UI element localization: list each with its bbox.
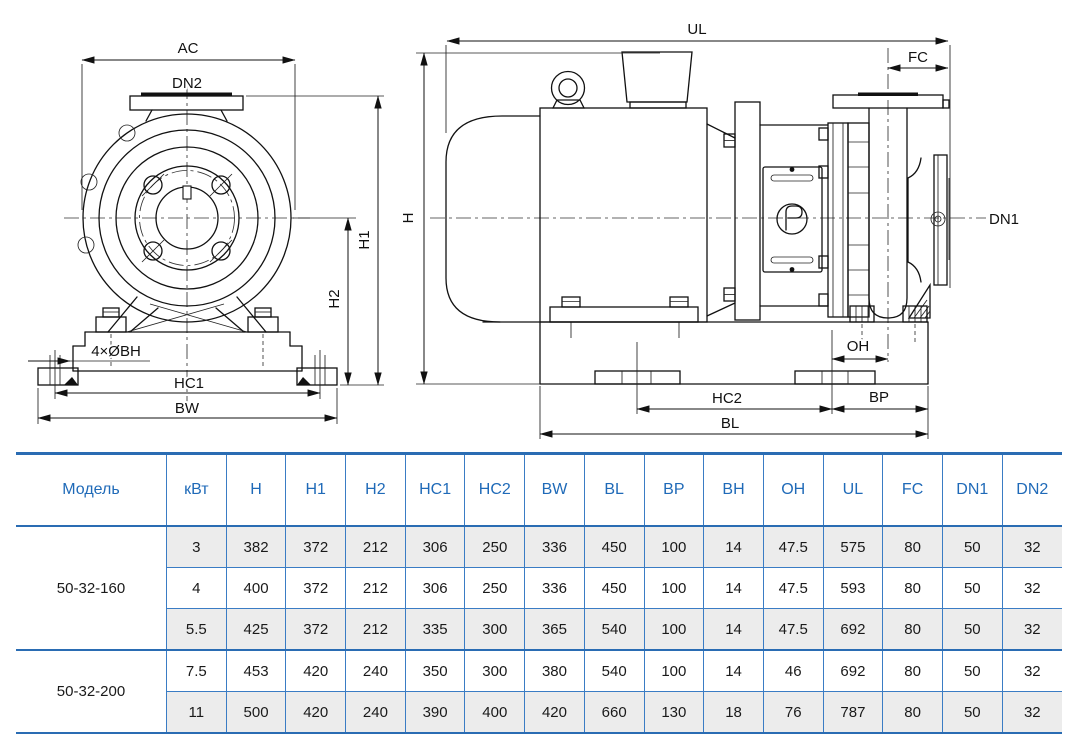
- table-row: [16, 526, 1062, 568]
- column-header: DN1: [942, 454, 1002, 527]
- dimension-value-cell: 250: [465, 568, 525, 609]
- dimension-value-cell: 14: [704, 609, 764, 651]
- dimension-value-cell: 306: [405, 568, 465, 609]
- dimension-value-cell: 80: [883, 568, 943, 609]
- dimension-value-cell: 450: [584, 526, 644, 568]
- table-row: [16, 650, 1062, 692]
- dimension-value-cell: 380: [525, 650, 585, 692]
- header-row: [16, 454, 1062, 527]
- dimension-value-cell: 14: [704, 526, 764, 568]
- dimension-value-cell: 240: [346, 692, 406, 734]
- dimension-value-cell: 212: [346, 568, 406, 609]
- dimension-value-cell: 350: [405, 650, 465, 692]
- dimension-value-cell: 450: [584, 568, 644, 609]
- dimension-value-cell: 5.5: [167, 609, 227, 651]
- table-row: [16, 609, 1062, 651]
- dimension-value-cell: 76: [763, 692, 823, 734]
- dimension-value-cell: 540: [584, 650, 644, 692]
- bracket-lantern: [707, 102, 828, 320]
- column-header: H2: [346, 454, 406, 527]
- column-header: H1: [286, 454, 346, 527]
- front-view-dimensions: [28, 40, 384, 424]
- dimension-value-cell: 14: [704, 650, 764, 692]
- dimension-value-cell: 425: [226, 609, 286, 651]
- discharge-pipe: [833, 93, 949, 319]
- dimension-value-cell: 80: [883, 609, 943, 651]
- dimension-value-cell: 372: [286, 609, 346, 651]
- dimension-value-cell: 382: [226, 526, 286, 568]
- dimension-value-cell: 692: [823, 650, 883, 692]
- dim-label-dn2: DN2: [171, 75, 203, 92]
- column-header: OH: [763, 454, 823, 527]
- dim-label-hc1: HC1: [173, 375, 205, 392]
- dimension-value-cell: 400: [226, 568, 286, 609]
- dimension-value-cell: 18: [704, 692, 764, 734]
- dim-label-bolt-holes: 4×ØBH: [91, 343, 141, 360]
- dimension-value-cell: 240: [346, 650, 406, 692]
- model-cell: 50-32-200: [16, 650, 167, 733]
- dimension-value-cell: 787: [823, 692, 883, 734]
- separation-can: [763, 167, 822, 272]
- dimension-value-cell: 306: [405, 526, 465, 568]
- dim-label-fc: FC: [908, 49, 928, 66]
- dimension-value-cell: 14: [704, 568, 764, 609]
- dimension-value-cell: 212: [346, 526, 406, 568]
- dimension-value-cell: 420: [286, 692, 346, 734]
- dim-label-oh: OH: [846, 338, 870, 355]
- discharge-flange-front: [130, 93, 243, 122]
- column-header: DN2: [1002, 454, 1062, 527]
- column-header: Модель: [16, 454, 167, 527]
- dimension-value-cell: 335: [405, 609, 465, 651]
- column-header: BH: [704, 454, 764, 527]
- dimension-value-cell: 80: [883, 650, 943, 692]
- dimension-value-cell: 47.5: [763, 609, 823, 651]
- column-header: HC1: [405, 454, 465, 527]
- dimension-value-cell: 11: [167, 692, 227, 734]
- dimension-value-cell: 212: [346, 609, 406, 651]
- dimension-value-cell: 32: [1002, 609, 1062, 651]
- dimension-value-cell: 50: [942, 692, 1002, 734]
- dimension-value-cell: 47.5: [763, 568, 823, 609]
- dimension-value-cell: 32: [1002, 568, 1062, 609]
- dimension-value-cell: 336: [525, 568, 585, 609]
- column-header: H: [226, 454, 286, 527]
- dim-label-ac: AC: [177, 40, 199, 57]
- column-header: FC: [883, 454, 943, 527]
- column-header: BP: [644, 454, 704, 527]
- dim-label-bl: BL: [720, 415, 740, 432]
- column-header: BL: [584, 454, 644, 527]
- dimension-value-cell: 692: [823, 609, 883, 651]
- front-view-drawing: [28, 40, 384, 424]
- dimension-value-cell: 575: [823, 526, 883, 568]
- dimension-value-cell: 50: [942, 568, 1002, 609]
- column-header: UL: [823, 454, 883, 527]
- dimension-value-cell: 50: [942, 650, 1002, 692]
- dimensions-table-head: [16, 454, 1062, 527]
- casing-flange: [819, 123, 869, 317]
- dimension-value-cell: 540: [584, 609, 644, 651]
- dimension-value-cell: 100: [644, 568, 704, 609]
- dimension-value-cell: 3: [167, 526, 227, 568]
- shaft-keyway: [183, 186, 191, 199]
- dimension-value-cell: 400: [465, 692, 525, 734]
- dim-label-dn1: DN1: [989, 211, 1020, 228]
- dimension-value-cell: 420: [286, 650, 346, 692]
- suction-flange: [908, 155, 949, 318]
- model-cell: 50-32-160: [16, 526, 167, 650]
- dimension-value-cell: 100: [644, 526, 704, 568]
- dimension-value-cell: 250: [465, 526, 525, 568]
- dim-label-hc2: HC2: [711, 390, 743, 407]
- dimension-value-cell: 365: [525, 609, 585, 651]
- dim-label-h2: H2: [326, 289, 343, 309]
- dimension-value-cell: 390: [405, 692, 465, 734]
- dimension-value-cell: 500: [226, 692, 286, 734]
- table-row: [16, 692, 1062, 734]
- dim-label-h: H: [400, 212, 417, 224]
- side-view-drawing: [400, 21, 1019, 439]
- dimension-value-cell: 372: [286, 568, 346, 609]
- table-row: [16, 568, 1062, 609]
- dim-label-bp: BP: [868, 389, 890, 406]
- dimension-value-cell: 50: [942, 609, 1002, 651]
- dimension-value-cell: 100: [644, 650, 704, 692]
- dimension-value-cell: 593: [823, 568, 883, 609]
- dimension-value-cell: 660: [584, 692, 644, 734]
- dimension-value-cell: 130: [644, 692, 704, 734]
- column-header: BW: [525, 454, 585, 527]
- dimensions-table: [16, 452, 1062, 734]
- dimension-value-cell: 420: [525, 692, 585, 734]
- dimension-value-cell: 372: [286, 526, 346, 568]
- brand-logo-icon: [777, 204, 807, 234]
- dimension-value-cell: 7.5: [167, 650, 227, 692]
- dimension-value-cell: 32: [1002, 650, 1062, 692]
- column-header: кВт: [167, 454, 227, 527]
- dimension-value-cell: 4: [167, 568, 227, 609]
- side-view-dimensions: [400, 21, 1019, 439]
- dimension-value-cell: 47.5: [763, 526, 823, 568]
- dimensions-table-body: [16, 526, 1062, 733]
- dimension-value-cell: 80: [883, 692, 943, 734]
- dim-label-bw: BW: [174, 400, 200, 417]
- dimension-value-cell: 46: [763, 650, 823, 692]
- dimension-value-cell: 336: [525, 526, 585, 568]
- dimension-value-cell: 80: [883, 526, 943, 568]
- dimension-value-cell: 453: [226, 650, 286, 692]
- motor: [446, 52, 707, 338]
- dimension-value-cell: 300: [465, 650, 525, 692]
- dim-label-h1: H1: [356, 230, 373, 250]
- dimension-value-cell: 100: [644, 609, 704, 651]
- dimension-value-cell: 32: [1002, 692, 1062, 734]
- dimension-value-cell: 50: [942, 526, 1002, 568]
- dim-label-ul: UL: [687, 21, 707, 38]
- dimension-value-cell: 300: [465, 609, 525, 651]
- column-header: HC2: [465, 454, 525, 527]
- terminal-box: [622, 52, 692, 108]
- dimension-value-cell: 32: [1002, 526, 1062, 568]
